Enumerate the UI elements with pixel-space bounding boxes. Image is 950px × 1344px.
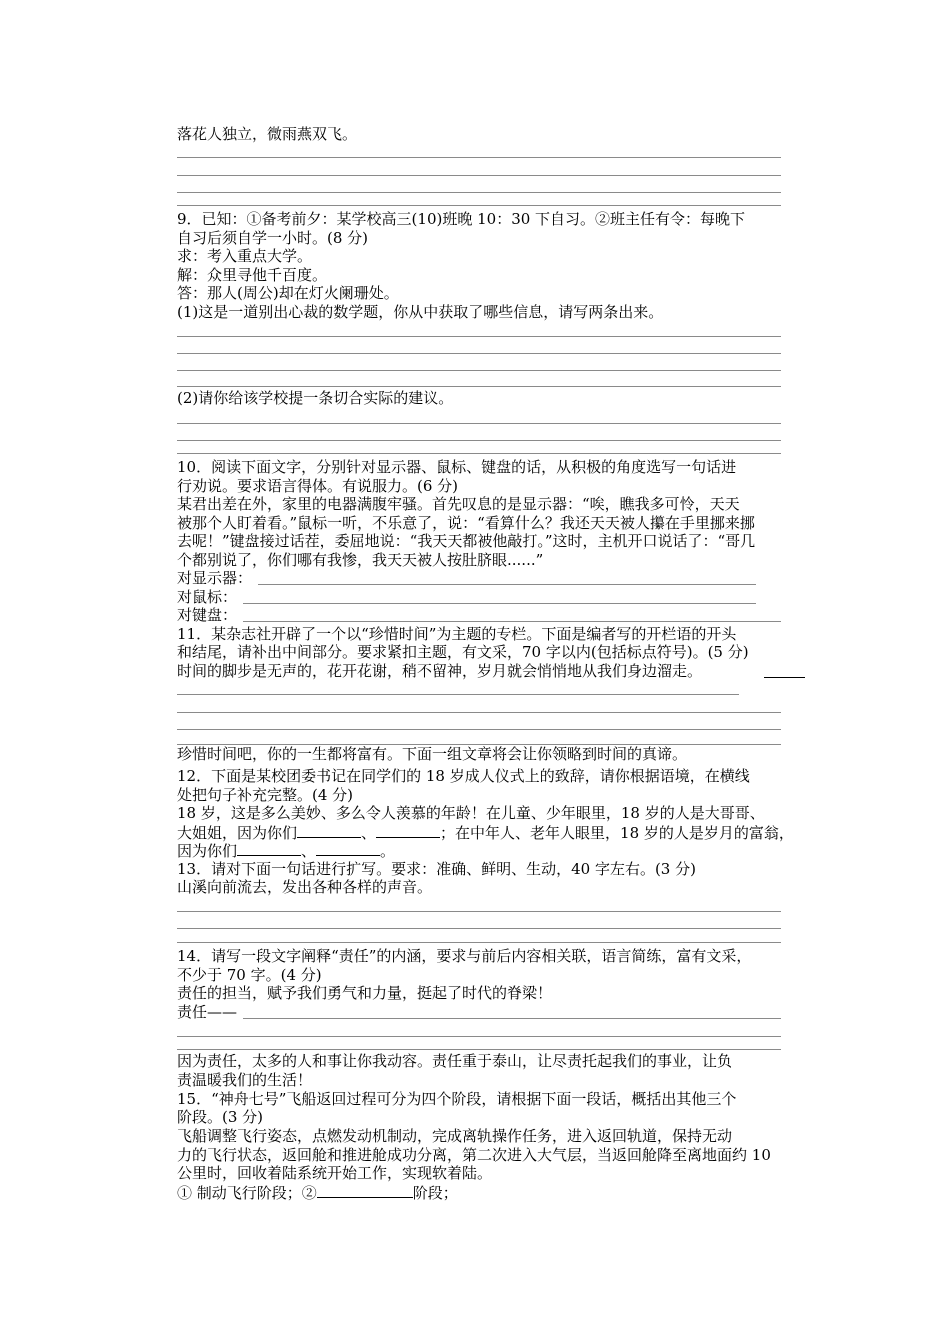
q9-jie: 解：众里寻他千百度。 — [177, 266, 328, 284]
q15-stem: 15．“神舟七号”飞船返回过程可分为四个阶段，请根据下面一段话，概括出其他三个 — [177, 1090, 737, 1108]
answer-line[interactable] — [177, 192, 781, 193]
answer-line[interactable] — [177, 370, 781, 371]
answer-line[interactable] — [177, 386, 781, 387]
q10-stem: 行劝说。要求语言得体。有说服力。(6 分) — [177, 477, 459, 495]
q12-para — [177, 841, 395, 859]
answer-line[interactable] — [177, 353, 781, 354]
q15-para: 飞船调整飞行姿态，点燃发动机制动，完成离轨操作任务，进入返回轨道，保持无动 — [177, 1127, 733, 1145]
answer-line-mouse[interactable] — [243, 603, 756, 604]
q10-para: 去呢！”键盘接过话茬，委屈地说：“我天天都被他敲打。”这时，主机开口说话了：“哥几 — [177, 532, 756, 550]
answer-line[interactable] — [177, 423, 781, 424]
q10-para: 被那个人盯着看。”鼠标一听，不乐意了，说：“看算什么？我还天天被人攥在手里挪来挪 — [177, 514, 755, 532]
q11-opening: 时间的脚步是无声的，花开花谢，稍不留神，岁月就会悄悄地从我们身边溜走。 — [177, 662, 703, 680]
fill-blank[interactable] — [376, 823, 440, 838]
q15-stem: 阶段。(3 分) — [177, 1108, 264, 1126]
q10-answer-label-display: 对显示器： — [177, 569, 253, 587]
fill-blank[interactable] — [317, 1183, 413, 1198]
q12-para — [177, 823, 794, 841]
answer-line[interactable] — [177, 175, 781, 176]
q10-stem: 10．阅读下面文字，分别针对显示器、鼠标、键盘的话，从积极的角度选写一句话进 — [177, 458, 737, 476]
q13-sentence: 山溪向前流去，发出各种各样的声音。 — [177, 878, 433, 896]
q12-text: 。 — [380, 842, 396, 860]
q12-text: ；在中年人、老年人眼里，18 岁的人是岁月的富翁， — [440, 824, 794, 842]
answer-line[interactable] — [177, 694, 739, 695]
q15-text: 阶段； — [412, 1184, 458, 1202]
q12-para: 18 岁，这是多么美妙、多么令人羡慕的年龄！在儿童、少年眼里，18 岁的人是大哥哥、 — [177, 804, 765, 822]
q9-stem: 自习后须自学一小时。(8 分) — [177, 229, 369, 247]
q10-answer-label-keyboard: 对键盘： — [177, 606, 238, 624]
q14-stem: 不少于 70 字。(4 分) — [177, 966, 322, 984]
answer-line[interactable] — [177, 440, 781, 441]
answer-line[interactable] — [177, 928, 781, 929]
q13-stem: 13．请对下面一句话进行扩写。要求：准确、鲜明、生动，40 字左右。(3 分) — [177, 860, 696, 878]
q15-para: 公里时，回收着陆系统开始工作，实现软着陆。 — [177, 1164, 493, 1182]
q12-stem: 12．下面是某校团委书记在同学们的 18 岁成人仪式上的致辞，请你根据语境，在横线 — [177, 767, 750, 785]
q12-stem: 处把句子补充完整。(4 分) — [177, 786, 354, 804]
fill-blank[interactable] — [237, 841, 301, 856]
q12-text: 大姐姐，因为你们 — [177, 824, 298, 842]
answer-line[interactable] — [177, 911, 781, 912]
q9-da: 答：那人(周公)却在灯火阑珊处。 — [177, 284, 399, 302]
q9-sub2: (2)请你给该学校提一条切合实际的建议。 — [177, 389, 454, 407]
q10-para: 个都别说了，你们哪有我惨，我天天被人按肚脐眼......” — [177, 551, 544, 569]
answer-line[interactable] — [177, 942, 781, 943]
answer-line[interactable] — [177, 1049, 781, 1050]
q14-stem: 14．请写一段文字阐释“责任”的内涵，要求与前后内容相关联，语言简练，富有文采， — [177, 947, 752, 965]
q9-stem: 9．已知：①备考前夕：某学校高三(10)班晚 10：30 下自习。②班主任有令：每晚下 — [177, 210, 746, 228]
q15-text: ① 制动飞行阶段；② — [177, 1184, 317, 1202]
q15-answer — [177, 1183, 458, 1201]
answer-line[interactable] — [177, 205, 781, 206]
q14-ending: 责温暖我们的生活！ — [177, 1071, 313, 1089]
q11-stem: 11．某杂志社开辟了一个以“珍惜时间”为主题的专栏。下面是编者写的开栏语的开头 — [177, 625, 737, 643]
q9-qiu: 求：考入重点大学。 — [177, 247, 313, 265]
answer-line[interactable] — [177, 157, 781, 158]
q12-text: 、 — [301, 842, 317, 860]
q9-sub1: (1)这是一道别出心裁的数学题，你从中获取了哪些信息，请写两条出来。 — [177, 303, 664, 321]
answer-line[interactable] — [177, 453, 781, 454]
answer-line[interactable] — [177, 1036, 781, 1037]
q14-ending: 因为责任，太多的人和事让你我动容。责任重于泰山，让尽责托起我们的事业，让负 — [177, 1052, 733, 1070]
q12-text: 、 — [361, 824, 377, 842]
q12-text: 因为你们 — [177, 842, 238, 860]
answer-line[interactable] — [177, 336, 781, 337]
answer-line[interactable] — [243, 1018, 781, 1019]
q14-opening: 责任的担当，赋予我们勇气和力量，挺起了时代的脊梁！ — [177, 984, 553, 1002]
answer-line[interactable] — [764, 677, 805, 678]
fill-blank[interactable] — [316, 841, 380, 856]
answer-line-display[interactable] — [258, 584, 756, 585]
fill-blank[interactable] — [297, 823, 361, 838]
q11-stem: 和结尾，请补出中间部分。要求紧扣主题，有文采，70 字以内(包括标点符号)。(5 分) — [177, 643, 749, 661]
answer-line[interactable] — [177, 712, 781, 713]
q15-para: 力的飞行状态，返回舱和推进舱成功分离，第二次进入大气层，当返回舱降至离地面约 10 — [177, 1146, 771, 1164]
q11-ending: 珍惜时间吧，你的一生都将富有。下面一组文章将会让你领略到时间的真谛。 — [177, 745, 688, 763]
q14-lead: 责任—— — [177, 1003, 238, 1021]
q10-para: 某君出差在外，家里的电器满腹牢骚。首先叹息的是显示器：“唉，瞧我多可怜，天天 — [177, 495, 740, 513]
answer-line-keyboard[interactable] — [243, 621, 781, 622]
answer-line[interactable] — [177, 729, 781, 730]
q8-line: 落花人独立，微雨燕双飞。 — [177, 125, 358, 143]
q10-answer-label-mouse: 对鼠标： — [177, 588, 238, 606]
